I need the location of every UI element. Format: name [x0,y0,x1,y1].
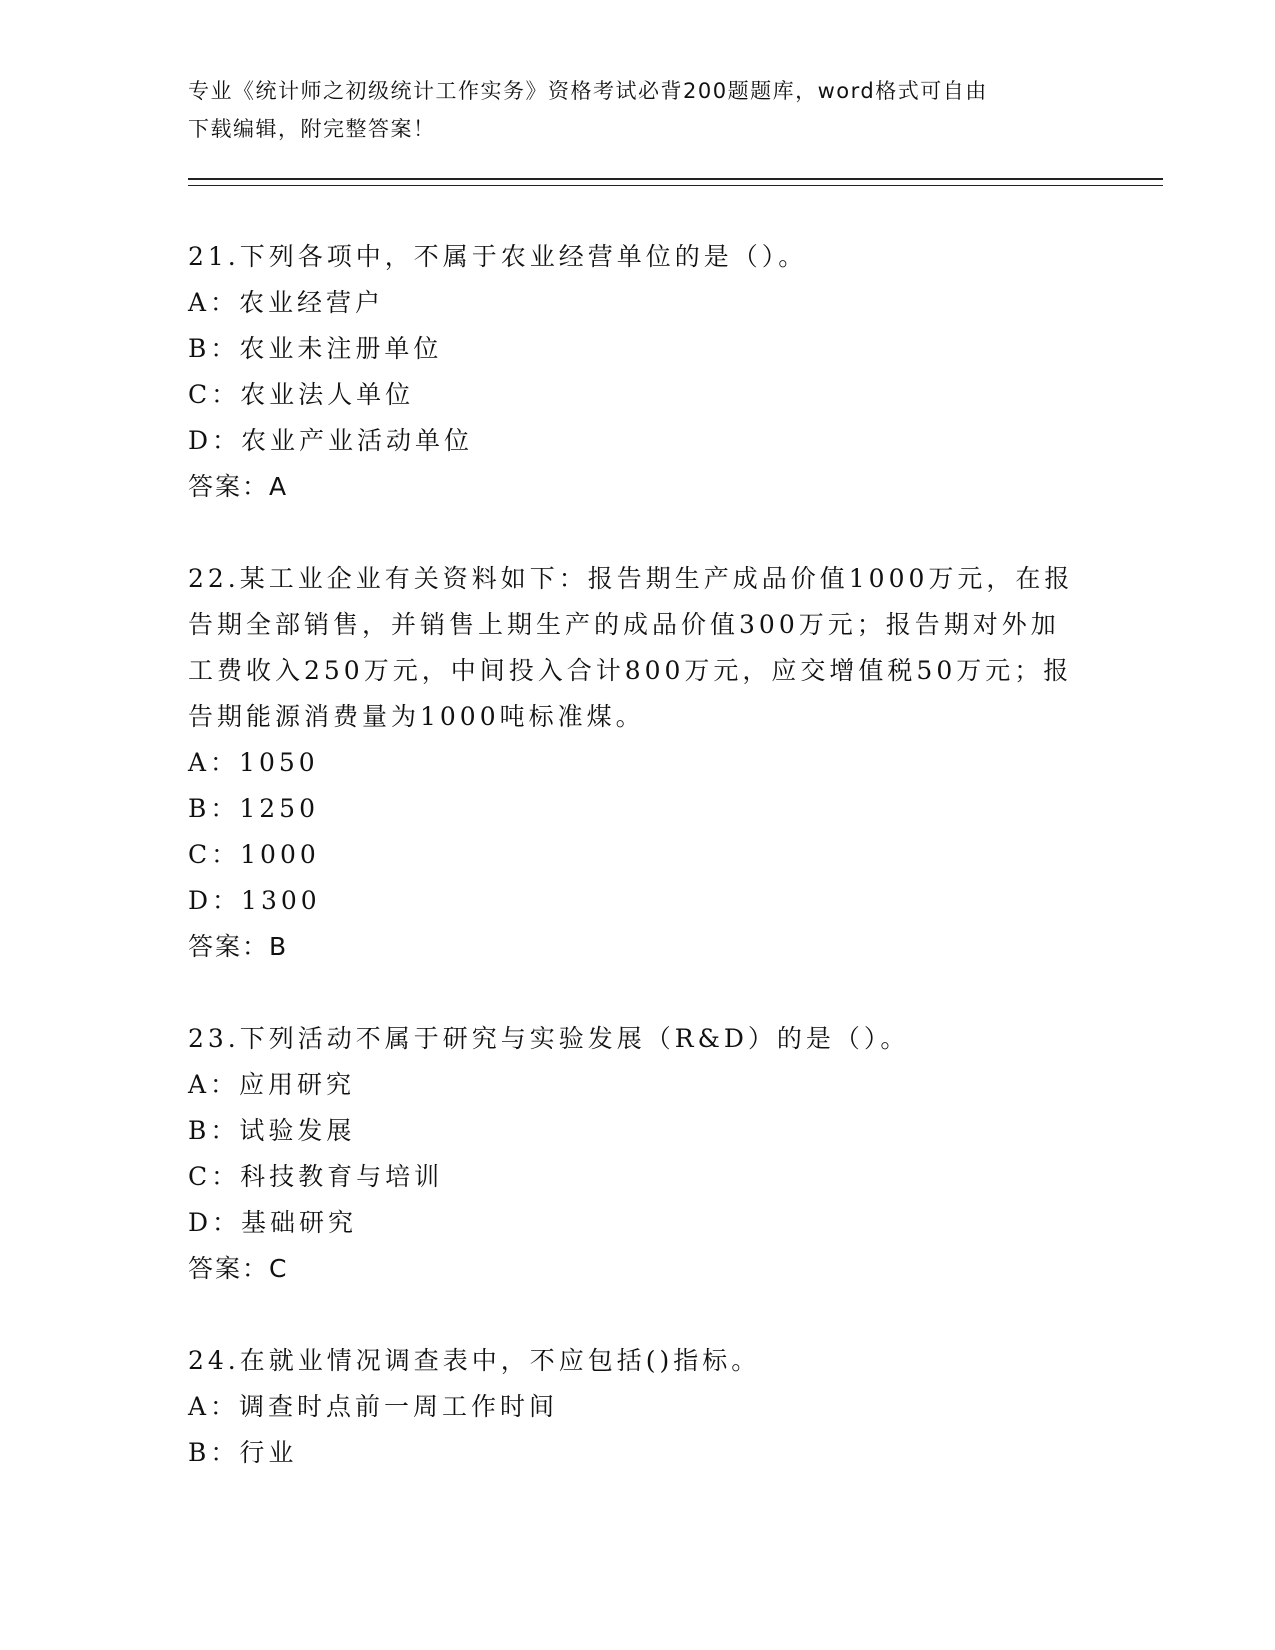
question-24 [188,1338,1088,1476]
option-a: A：调查时点前一周工作时间 [188,1392,559,1421]
option-c: C：农业法人单位 [188,380,415,409]
option-d: D：基础研究 [188,1208,358,1237]
option-b: B：1250 [188,794,319,823]
document-header [188,72,1088,148]
header-divider [188,178,1163,186]
option-a: A：1050 [188,748,319,777]
option-b: B：试验发展 [188,1116,356,1145]
option-d: D：1300 [188,886,321,915]
option-b: B：农业未注册单位 [188,334,443,363]
question-stem-line-3: 工费收入250万元，中间投入合计800万元，应交增值税50万元；报 [188,656,1073,685]
question-stem: 21.下列各项中，不属于农业经营单位的是（）。 [188,242,808,271]
question-stem-line-1: 22.某工业企业有关资料如下：报告期生产成品价值1000万元，在报 [188,564,1074,593]
option-c: C：1000 [188,840,320,869]
answer-text: 答案：C [188,1254,289,1283]
header-line-1: 专业《统计师之初级统计工作实务》资格考试必背200题题库，word格式可自由 [188,79,988,103]
option-a: A：应用研究 [188,1070,356,1099]
option-a: A：农业经营户 [188,288,385,317]
answer-text: 答案：A [188,472,289,501]
question-stem-line-2: 告期全部销售，并销售上期生产的成品价值300万元；报告期对外加 [188,610,1060,639]
header-line-2: 下载编辑，附完整答案！ [188,117,436,141]
question-23 [188,1016,1088,1292]
question-stem: 23.下列活动不属于研究与实验发展（R&D）的是（）。 [188,1024,910,1053]
question-stem: 24.在就业情况调查表中，不应包括()指标。 [188,1346,761,1375]
option-c: C：科技教育与培训 [188,1162,444,1191]
question-list [188,234,1088,1522]
option-b: B：行业 [188,1438,298,1467]
question-stem-line-4: 告期能源消费量为1000吨标准煤。 [188,702,645,731]
option-d: D：农业产业活动单位 [188,426,474,455]
question-21 [188,234,1088,510]
question-22 [188,556,1088,970]
answer-text: 答案：B [188,932,289,961]
